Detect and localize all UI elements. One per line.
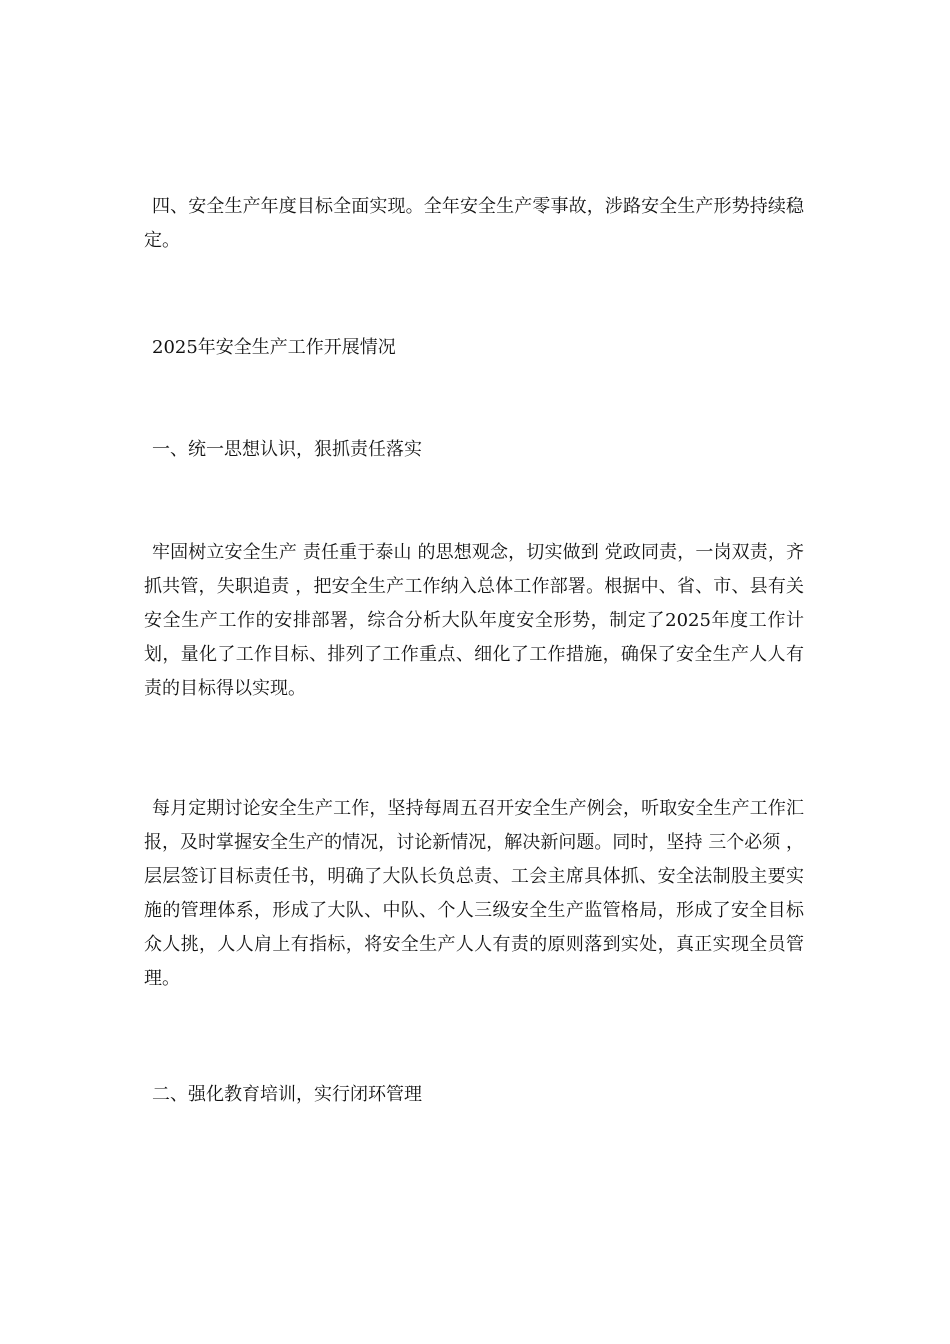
- section-title: 2025年安全生产工作开展情况: [152, 337, 396, 358]
- heading-one: 一、统一思想认识，狠抓责任落实: [152, 439, 422, 460]
- paragraph-responsibility: 牢固树立安全生产 责任重于泰山 的思想观念，切实做到 党政同责，一岗双责，齐抓共管，失职追责 ，把安全生产工作纳入总体工作部署。根据中、省、市、县有关安全生产工作的安排部署，综合分析大队年度安全形势，制定了2025年度工作计划，量化了工作目标、排列了工作重点、细化了工作措施，确保了安全生产人人有责的目标得以实现。: [144, 542, 804, 699]
- paragraph-goal-four: 四、安全生产年度目标全面实现。全年安全生产零事故，涉路安全生产形势持续稳定。: [144, 196, 804, 251]
- heading-two: 二、强化教育培训，实行闭环管理: [152, 1084, 422, 1105]
- paragraph-monthly-meetings: 每月定期讨论安全生产工作，坚持每周五召开安全生产例会，听取安全生产工作汇报，及时掌握安全生产的情况，讨论新情况，解决新问题。同时，坚持 三个必须 ，层层签订目标责任书，明确了大队长负总责、工会主席具体抓、安全法制股主要实施的管理体系，形成了大队、中队、个人三级安全生产监管格局，形成了安全目标众人挑，人人肩上有指标，将安全生产人人有责的原则落到实处，真正实现全员管理。: [144, 798, 804, 989]
